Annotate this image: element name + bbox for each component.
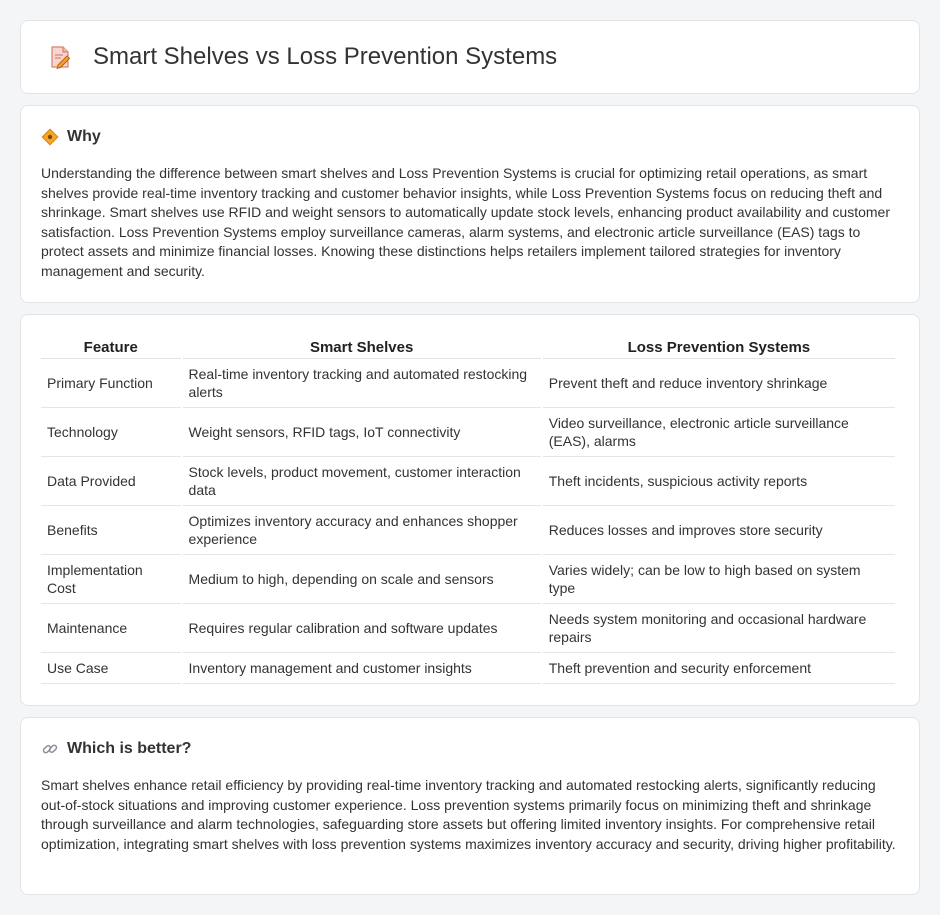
table-cell: Needs system monitoring and occasional hardware repairs <box>543 604 895 653</box>
table-cell: Use Case <box>41 653 181 684</box>
table-cell: Varies widely; can be low to high based on system type <box>543 555 895 604</box>
table-cell: Theft prevention and security enforcement <box>543 653 895 684</box>
diamond-sign-icon <box>41 128 59 146</box>
table-row <box>41 408 895 457</box>
why-text: Understanding the difference between smart shelves and Loss Prevention Systems is crucial for optimizing retail operations, as smart shelves provide real-time inventory tracking and customer behavior insights, while Loss Prevention Systems focus on reducing theft and shrinkage. Smart shelves use RFID and weight sensors to automatically update stock levels, enhancing product availability and customer satisfaction. Loss Prevention Systems employ surveillance cameras, alarm systems, and electronic article surveillance (EAS) tags to protect assets and minimize financial losses. Knowing these distinctions helps retailers implement tailored strategies for inventory management and security. <box>41 165 890 279</box>
link-icon <box>41 740 59 758</box>
table-cell: Maintenance <box>41 604 181 653</box>
table-cell: Data Provided <box>41 457 181 506</box>
page-title: Smart Shelves vs Loss Prevention Systems <box>93 43 558 70</box>
table-cell: Implementation Cost <box>41 555 181 604</box>
column-header-loss-prevention: Loss Prevention Systems <box>543 335 895 359</box>
why-heading-row <box>41 128 899 146</box>
table-row <box>41 604 895 653</box>
table-cell: Medium to high, depending on scale and sensors <box>183 555 541 604</box>
table-cell: Optimizes inventory accuracy and enhances shopper experience <box>183 506 541 555</box>
table-cell: Stock levels, product movement, customer interaction data <box>183 457 541 506</box>
table-header-row <box>41 335 895 359</box>
table-cell: Technology <box>41 408 181 457</box>
table-row <box>41 653 895 684</box>
table-cell: Requires regular calibration and software updates <box>183 604 541 653</box>
table-row <box>41 555 895 604</box>
table-cell: Prevent theft and reduce inventory shrinkage <box>543 359 895 408</box>
column-header-feature: Feature <box>41 335 181 359</box>
comparison-table <box>39 335 897 684</box>
table-row <box>41 359 895 408</box>
document-pencil-icon <box>47 44 73 70</box>
column-header-smart-shelves: Smart Shelves <box>183 335 541 359</box>
comparison-card <box>20 314 920 706</box>
better-text: Smart shelves enhance retail efficiency by providing real-time inventory tracking and automated restocking alerts, significantly reducing out-of-stock situations and improving customer experience. Loss prevention systems primarily focus on minimizing theft and shrinkage through surveillance and alarm technologies, safeguarding store assets but offering limited inventory insights. For comprehensive retail optimization, integrating smart shelves with loss prevention systems maximizes inventory accuracy and security, driving higher profitability. <box>41 777 896 852</box>
table-cell: Weight sensors, RFID tags, IoT connectivity <box>183 408 541 457</box>
title-card <box>20 20 920 94</box>
why-heading: Why <box>67 128 101 145</box>
table-cell: Reduces losses and improves store security <box>543 506 895 555</box>
table-cell: Video surveillance, electronic article surveillance (EAS), alarms <box>543 408 895 457</box>
table-cell: Benefits <box>41 506 181 555</box>
table-row <box>41 457 895 506</box>
table-cell: Theft incidents, suspicious activity reports <box>543 457 895 506</box>
table-cell: Inventory management and customer insights <box>183 653 541 684</box>
which-better-card <box>20 717 920 895</box>
better-heading-row <box>41 740 899 758</box>
why-card <box>20 105 920 303</box>
table-row <box>41 506 895 555</box>
table-cell: Real-time inventory tracking and automated restocking alerts <box>183 359 541 408</box>
better-heading: Which is better? <box>67 740 192 757</box>
table-cell: Primary Function <box>41 359 181 408</box>
